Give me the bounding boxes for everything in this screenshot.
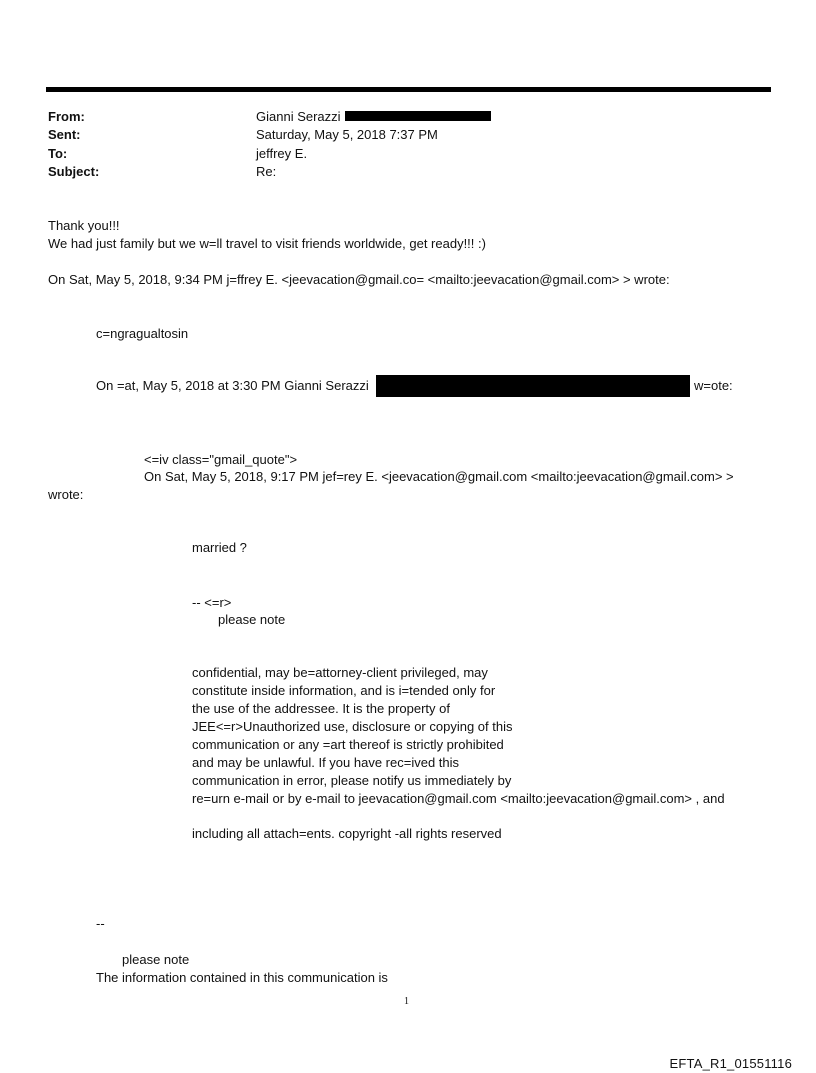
signature-dash: -- <=r>	[192, 595, 232, 610]
quote1-intro: On Sat, May 5, 2018, 9:34 PM j=ffrey E. <jeevacation@gmail.co= <mailto:jeevacation@gmail.com> > wrote:	[48, 272, 670, 287]
subject-label: Subject:	[48, 164, 100, 179]
footer-note: please note	[122, 952, 190, 967]
quote3-div-tag: <=iv class="gmail_quote">	[144, 452, 298, 467]
sent-label: Sent:	[48, 127, 81, 142]
header-rule	[46, 87, 771, 92]
body-line-family: We had just family but we w=ll travel to visit friends worldwide, get ready!!! :)	[48, 236, 486, 251]
disclaimer-line: the use of the addressee. It is the property of	[192, 701, 450, 716]
page-number: 1	[404, 996, 409, 1007]
to-label: To:	[48, 146, 68, 161]
disclaimer-line: JEE<=r>Unauthorized use, disclosure or copying of this	[192, 719, 513, 734]
redaction-from-email	[345, 111, 491, 121]
from-label: From:	[48, 109, 85, 124]
footer-dash: --	[96, 916, 105, 931]
quote2-intro-end: w=ote:	[694, 378, 733, 393]
from-name: Gianni Serazzi	[256, 109, 341, 124]
quote3-wrote: wrote:	[48, 487, 84, 502]
disclaimer-line: constitute inside information, and is i=tended only for	[192, 683, 496, 698]
subject-value: Re:	[256, 164, 277, 179]
disclaimer-line: confidential, may be=attorney-client privileged, may	[192, 665, 488, 680]
document-id: EFTA_R1_01551116	[669, 1056, 792, 1071]
quote3-intro: On Sat, May 5, 2018, 9:17 PM jef=rey E. <jeevacation@gmail.com <mailto:jeevacation@gmail.com> >	[144, 469, 734, 484]
disclaimer-line: communication in error, please notify us immediately by	[192, 773, 512, 788]
disclaimer-line: communication or any =art thereof is strictly prohibited	[192, 737, 504, 752]
quote1-text: c=ngragualtosin	[96, 326, 189, 341]
married-line: married ?	[192, 540, 247, 555]
quote2-intro-start: On =at, May 5, 2018 at 3:30 PM Gianni Serazzi	[96, 378, 369, 393]
redaction-quote2-email	[376, 375, 690, 397]
attachments-line: including all attach=ents. copyright -all rights reserved	[192, 826, 502, 841]
disclaimer-line: and may be unlawful. If you have rec=ived this	[192, 755, 460, 770]
footer-info: The information contained in this communication is	[96, 970, 388, 985]
sent-value: Saturday, May 5, 2018 7:37 PM	[256, 127, 438, 142]
disclaimer-line: re=urn e-mail or by e-mail to jeevacation@gmail.com <mailto:jeevacation@gmail.com> , and	[192, 791, 725, 806]
signature-note: please note	[218, 612, 286, 627]
body-line-thanks: Thank you!!!	[48, 218, 120, 233]
to-value: jeffrey E.	[256, 146, 308, 161]
from-value	[256, 108, 341, 125]
